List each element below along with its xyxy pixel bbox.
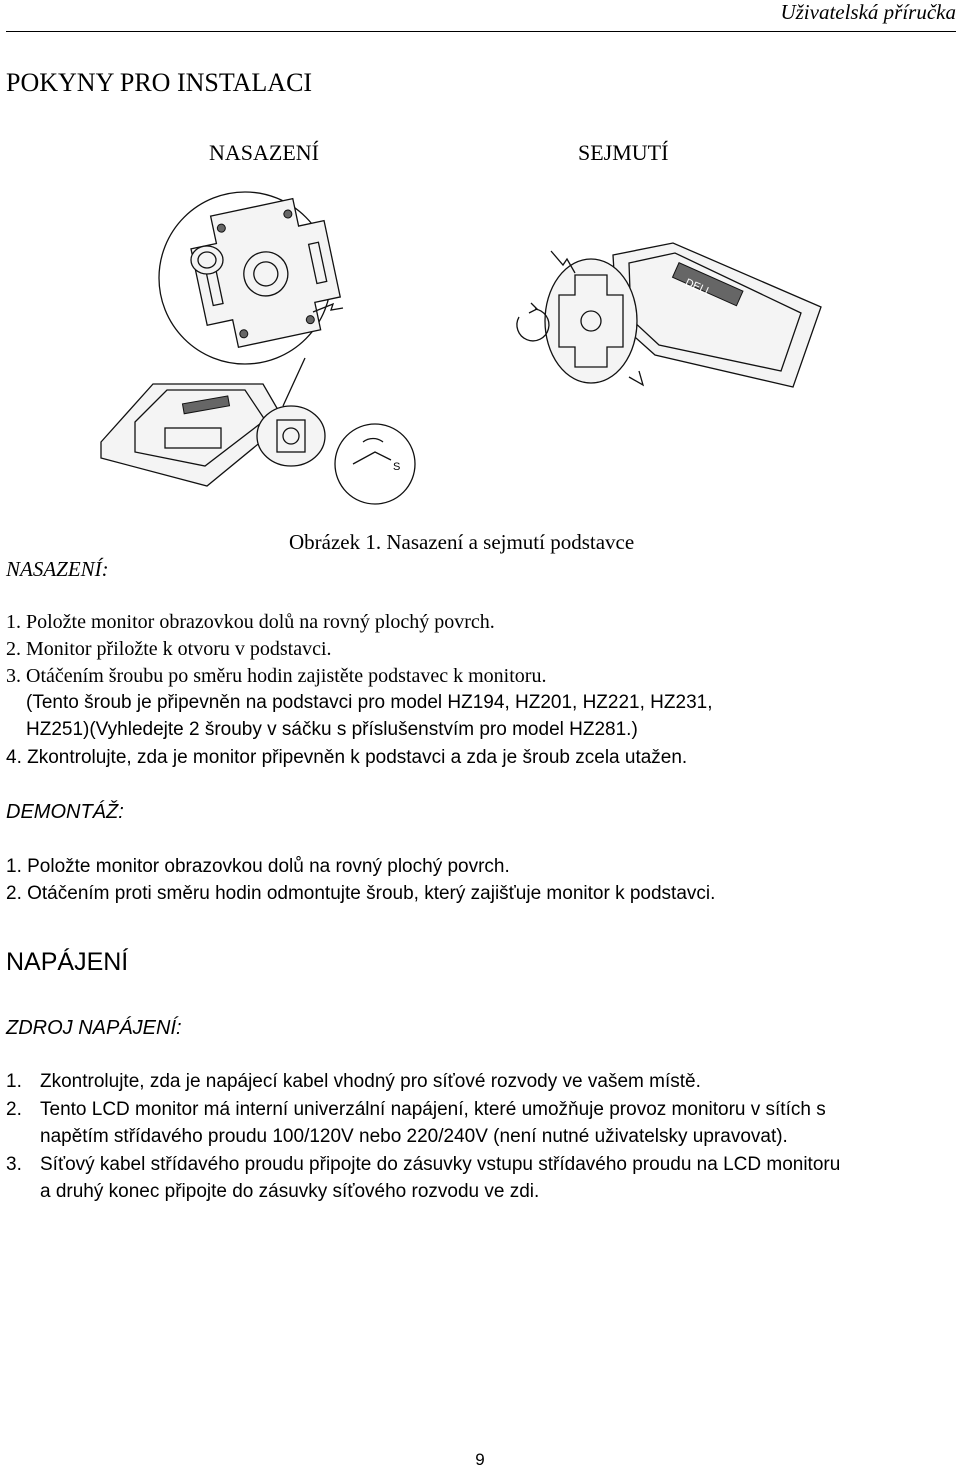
power-item-3-text-line-2: a druhý konec připojte do zásuvky síťového rozvodu ve zdi. xyxy=(40,1181,540,1202)
install-step-1: 1. Položte monitor obrazovkou dolů na rovný plochý povrch. xyxy=(6,611,495,633)
figure-column-heading-remove: SEJMUTÍ xyxy=(578,140,669,165)
power-item-2-num: 2. xyxy=(6,1099,22,1120)
power-item-1-text: Zkontrolujte, zda je napájecí kabel vhodný pro síťové rozvody ve vašem místě. xyxy=(40,1071,701,1092)
install-step-2: 2. Monitor přiložte k otvoru v podstavci. xyxy=(6,638,332,660)
stand-removal-illustration xyxy=(505,235,825,405)
page-title: POKYNY PRO INSTALACI xyxy=(6,68,313,97)
page-number: 9 xyxy=(475,1450,485,1469)
power-item-3-text-line-1: Síťový kabel střídavého proudu připojte do zásuvky vstupu střídavého proudu na LCD monitoru xyxy=(40,1154,841,1175)
install-note-line-2: HZ251)(Vyhledejte 2 šrouby v sáčku s příslušenstvím pro model HZ281.) xyxy=(26,719,638,740)
figure-caption: Obrázek 1. Nasazení a sejmutí podstavce xyxy=(289,530,635,554)
running-header: Uživatelská příručka xyxy=(780,0,956,24)
figure-column-heading-install: NASAZENÍ xyxy=(209,140,319,165)
power-item-3-num: 3. xyxy=(6,1154,22,1175)
power-item-2-text-line-1: Tento LCD monitor má interní univerzální napájení, které umožňuje provoz monitoru v sítích s xyxy=(40,1099,826,1120)
power-item-1-num: 1. xyxy=(6,1071,22,1092)
install-step-3: 3. Otáčením šroubu po směru hodin zajistěte podstavec k monitoru. xyxy=(6,665,547,687)
stand-installation-illustration xyxy=(95,190,435,510)
install-heading: NASAZENÍ: xyxy=(6,557,109,581)
dell-logo-label: DELL xyxy=(683,276,714,299)
removal-heading: DEMONTÁŽ: xyxy=(6,801,124,823)
removal-step-1: 1. Položte monitor obrazovkou dolů na rovný plochý povrch. xyxy=(6,856,510,877)
svg-text:S: S xyxy=(393,461,401,473)
install-step-4: 4. Zkontrolujte, zda je monitor připevněn k podstavci a zda je šroub zcela utažen. xyxy=(6,747,688,768)
install-note-line-1: (Tento šroub je připevněn na podstavci pro model HZ194, HZ201, HZ221, HZ231, xyxy=(26,692,713,713)
header-rule xyxy=(6,31,956,32)
power-item-2-text-line-2: napětím střídavého proudu 100/120V nebo 220/240V (není nutné uživatelsky upravovat). xyxy=(40,1126,788,1147)
power-subheading: ZDROJ NAPÁJENÍ: xyxy=(6,1017,182,1039)
power-heading: NAPÁJENÍ xyxy=(6,948,129,976)
removal-step-2: 2. Otáčením proti směru hodin odmontujte šroub, který zajišťuje monitor k podstavci. xyxy=(6,883,716,904)
